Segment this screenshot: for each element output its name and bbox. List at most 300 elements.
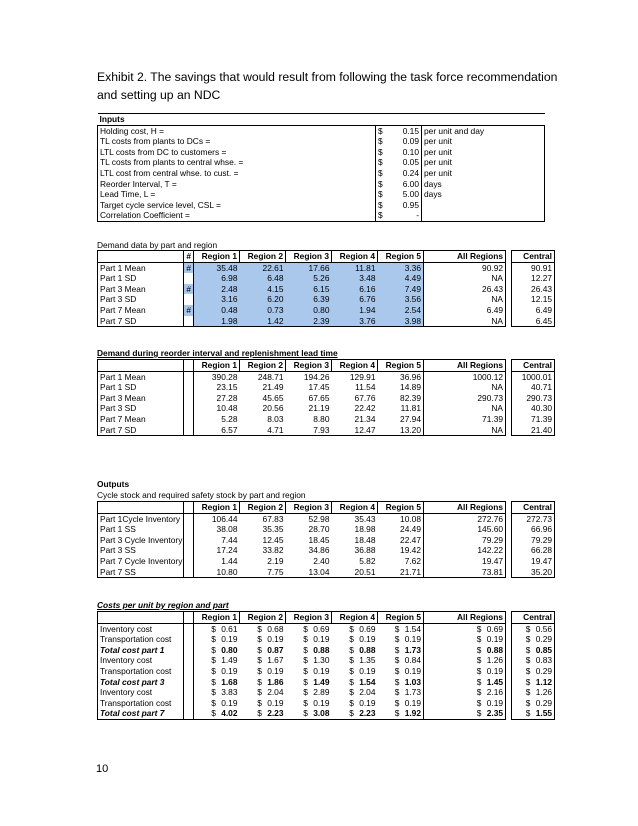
demand-region-4-value: 3.76 xyxy=(332,316,378,327)
input-unit: per unit xyxy=(422,157,545,168)
demand-region-3-value: 0.80 xyxy=(286,305,332,316)
dollar-sign: $ xyxy=(394,676,400,687)
demand-row-label: Part 7 Mean xyxy=(98,305,184,316)
costs-region-1-value xyxy=(194,645,240,656)
cost-number: 0.19 xyxy=(486,634,504,645)
demand-header-region-5: Region 5 xyxy=(378,251,424,263)
costs-row-label: Transportation cost xyxy=(98,666,184,677)
cost-number: 2.04 xyxy=(359,687,376,698)
dollar-sign: $ xyxy=(257,623,262,634)
outputs-all-regions-value: 142.22 xyxy=(424,545,506,556)
reorder-row xyxy=(98,371,555,382)
outputs-header-region-4: Region 4 xyxy=(332,502,378,514)
outputs-row-hash xyxy=(184,524,194,535)
reorder-row-label: Part 7 Mean xyxy=(98,414,184,425)
costs-region-2-value xyxy=(240,687,286,698)
input-row xyxy=(98,157,545,168)
costs-row-hash xyxy=(184,645,194,656)
costs-region-2-value xyxy=(240,708,286,719)
outputs-table xyxy=(97,501,555,578)
dollar-sign: $ xyxy=(394,697,400,708)
reorder-all-regions-value: 1000.12 xyxy=(424,371,506,382)
reorder-central-value: 21.40 xyxy=(512,425,555,436)
costs-region-4-value xyxy=(332,687,378,698)
reorder-region-2-value: 45.65 xyxy=(262,392,284,403)
costs-header-central: Central xyxy=(512,612,555,624)
reorder-header-hash xyxy=(184,360,194,372)
cost-number: 0.19 xyxy=(267,665,284,676)
demand-region-2-value: 4.15 xyxy=(240,284,286,295)
input-dollar: $ xyxy=(376,125,388,136)
outputs-central-value: 272.73 xyxy=(512,513,555,524)
reorder-table xyxy=(97,359,555,436)
demand-region-5-value: 2.54 xyxy=(378,305,424,316)
dollar-sign: $ xyxy=(257,697,262,708)
demand-region-1-value: 6.98 xyxy=(194,273,240,284)
reorder-header-region-3: Region 3 xyxy=(286,360,332,372)
cost-number: 1.54 xyxy=(359,676,376,687)
outputs-all-regions-value: 19.47 xyxy=(424,556,506,567)
costs-region-3-value xyxy=(286,623,332,634)
reorder-header-central: Central xyxy=(512,360,555,372)
costs-region-2-value xyxy=(240,623,286,634)
outputs-central-value: 79.29 xyxy=(512,535,555,546)
outputs-header-region-2: Region 2 xyxy=(240,502,286,514)
dollar-sign: $ xyxy=(476,665,482,676)
outputs-row-hash xyxy=(184,567,194,578)
outputs-central-value: 66.28 xyxy=(512,545,555,556)
demand-heading: Demand data by part and region xyxy=(97,240,218,250)
costs-region-2-value xyxy=(240,698,286,709)
reorder-central-value: 290.73 xyxy=(512,393,555,404)
dollar-sign: $ xyxy=(211,655,216,666)
outputs-region-5-value: 22.47 xyxy=(400,534,421,545)
reorder-row-hash xyxy=(184,425,194,436)
demand-row xyxy=(98,316,555,327)
cost-number: 0.19 xyxy=(221,665,238,676)
reorder-row-label: Part 7 SD xyxy=(98,425,184,436)
costs-heading: Costs per unit by region and part xyxy=(97,600,229,610)
outputs-region-5-value: 10.08 xyxy=(400,513,421,524)
input-row xyxy=(98,210,545,221)
demand-central-value: 6.45 xyxy=(512,316,555,327)
input-row xyxy=(98,200,545,211)
cost-number: 0.19 xyxy=(267,634,284,645)
demand-region-3-value: 17.66 xyxy=(286,262,332,273)
demand-region-4-value: 3.48 xyxy=(332,273,378,284)
dollar-sign: $ xyxy=(525,708,531,719)
outputs-heading: Outputs xyxy=(97,479,130,489)
input-unit: per unit xyxy=(422,147,545,158)
dollar-sign: $ xyxy=(476,655,482,666)
demand-region-2-value: 6.48 xyxy=(240,273,286,284)
outputs-region-2-value: 35.35 xyxy=(262,524,284,535)
input-row xyxy=(98,179,545,190)
reorder-region-3-value: 7.93 xyxy=(286,425,332,436)
costs-region-3-value xyxy=(286,698,332,709)
demand-row-label: Part 1 Mean xyxy=(98,262,184,273)
outputs-row-label: Part 1Cycle Inventory xyxy=(98,513,184,524)
cost-number: 1.49 xyxy=(221,655,238,666)
reorder-region-4-value: 11.54 xyxy=(355,382,376,393)
costs-row xyxy=(98,666,555,677)
costs-row-hash xyxy=(184,687,194,698)
reorder-all-regions-value: NA xyxy=(424,403,506,414)
outputs-central-value: 19.47 xyxy=(512,556,555,567)
demand-region-4-value: 1.94 xyxy=(332,305,378,316)
costs-region-5-value xyxy=(378,634,424,645)
costs-central-value xyxy=(512,677,555,688)
reorder-region-1-value: 6.57 xyxy=(194,425,240,436)
outputs-all-regions-value: 145.60 xyxy=(424,524,506,535)
costs-region-2-value xyxy=(240,645,286,656)
demand-all-regions-value: NA xyxy=(424,294,506,305)
input-dollar: $ xyxy=(376,210,388,221)
outputs-header-hash xyxy=(184,502,194,514)
demand-header-region-1: Region 1 xyxy=(194,251,240,263)
outputs-subheading: Cycle stock and required safety stock by part and region xyxy=(97,490,306,500)
cost-number: 1.49 xyxy=(313,676,330,687)
demand-table xyxy=(97,250,555,327)
costs-header-region-5: Region 5 xyxy=(378,612,424,624)
costs-region-2-value xyxy=(240,634,286,645)
dollar-sign: $ xyxy=(349,655,354,666)
outputs-header-region-1: Region 1 xyxy=(194,502,240,514)
input-unit: per unit and day xyxy=(422,125,545,136)
outputs-row-label: Part 7 Cycle Inventory xyxy=(98,556,184,567)
reorder-central-value: 1000.01 xyxy=(512,371,555,382)
reorder-row-hash xyxy=(184,382,194,393)
input-dollar: $ xyxy=(376,147,388,158)
reorder-region-4-value: 22.42 xyxy=(354,403,376,414)
cost-number: 1.92 xyxy=(404,708,421,719)
cost-number: 0.19 xyxy=(221,697,238,708)
dollar-sign: $ xyxy=(349,644,354,655)
cost-number: 0.83 xyxy=(535,655,553,666)
outputs-all-regions-value: 73.81 xyxy=(424,567,506,578)
reorder-heading: Demand during reorder interval and replenishment lead time xyxy=(97,348,338,358)
demand-row-hash xyxy=(184,294,194,305)
demand-header-region-4: Region 4 xyxy=(332,251,378,263)
outputs-region-4-value: 36.88 xyxy=(354,545,376,556)
dollar-sign: $ xyxy=(211,665,216,676)
cost-number: 3.08 xyxy=(313,708,330,719)
demand-region-5-value: 7.49 xyxy=(378,284,424,295)
dollar-sign: $ xyxy=(211,708,216,719)
costs-row-hash xyxy=(184,623,194,634)
costs-central-value xyxy=(512,687,555,698)
costs-all-regions-value xyxy=(424,708,506,719)
dollar-sign: $ xyxy=(211,623,216,634)
dollar-sign: $ xyxy=(211,687,216,698)
demand-header-central: Central xyxy=(512,251,555,263)
outputs-region-2-value: 7.75 xyxy=(240,567,286,578)
cost-number: 0.19 xyxy=(359,665,376,676)
costs-row-label: Transportation cost xyxy=(98,634,184,645)
costs-row-hash xyxy=(184,698,194,709)
demand-all-regions-value: 6.49 xyxy=(424,305,506,316)
cost-number: 0.56 xyxy=(535,623,553,634)
demand-region-1-value: 35.48 xyxy=(194,262,240,273)
cost-number: 0.19 xyxy=(486,697,504,708)
cost-number: 0.68 xyxy=(267,623,284,634)
demand-header-blank xyxy=(98,251,184,263)
dollar-sign: $ xyxy=(476,676,482,687)
dollar-sign: $ xyxy=(303,655,308,666)
costs-row-label: Transportation cost xyxy=(98,698,184,709)
costs-row xyxy=(98,687,555,698)
outputs-row xyxy=(98,556,555,567)
dollar-sign: $ xyxy=(394,687,400,698)
costs-row-hash xyxy=(184,708,194,719)
reorder-region-5-value: 36.96 xyxy=(400,371,421,382)
dollar-sign: $ xyxy=(476,623,482,634)
dollar-sign: $ xyxy=(394,655,400,666)
reorder-region-5-value: 13.20 xyxy=(378,425,424,436)
outputs-header-central: Central xyxy=(512,502,555,514)
costs-region-2-value xyxy=(240,677,286,688)
costs-row-label: Total cost part 3 xyxy=(98,677,184,688)
dollar-sign: $ xyxy=(303,697,308,708)
reorder-region-3-value: 21.19 xyxy=(308,403,330,414)
input-label: TL costs from plants to DCs = xyxy=(98,136,376,147)
outputs-region-3-value: 28.70 xyxy=(308,524,330,535)
outputs-region-1-value: 10.80 xyxy=(194,567,240,578)
input-row xyxy=(98,147,545,158)
outputs-region-3-value: 13.04 xyxy=(286,567,332,578)
dollar-sign: $ xyxy=(211,644,216,655)
costs-region-4-value xyxy=(332,634,378,645)
cost-number: 0.69 xyxy=(486,623,504,634)
reorder-region-1-value: 390.28 xyxy=(211,371,238,382)
outputs-row-hash xyxy=(184,556,194,567)
dollar-sign: $ xyxy=(257,676,262,687)
input-row xyxy=(98,125,545,136)
costs-row xyxy=(98,634,555,645)
costs-region-1-value xyxy=(194,687,240,698)
outputs-header-row xyxy=(98,502,555,514)
demand-region-4-value: 11.81 xyxy=(332,262,378,273)
dollar-sign: $ xyxy=(394,665,400,676)
costs-row xyxy=(98,655,555,666)
demand-all-regions-value: NA xyxy=(424,316,506,327)
outputs-central-value: 66.96 xyxy=(512,524,555,535)
reorder-region-2-value: 21.49 xyxy=(262,382,284,393)
costs-row xyxy=(98,698,555,709)
demand-region-1-value: 0.48 xyxy=(194,305,240,316)
costs-row-label: Inventory cost xyxy=(98,623,184,634)
reorder-region-5-value: 11.81 xyxy=(400,403,421,414)
outputs-region-4-value: 18.48 xyxy=(354,534,376,545)
demand-central-value: 12.27 xyxy=(512,273,555,284)
dollar-sign: $ xyxy=(349,676,354,687)
costs-header-hash xyxy=(184,612,194,624)
costs-central-value xyxy=(512,623,555,634)
dollar-sign: $ xyxy=(303,687,308,698)
input-dollar: $ xyxy=(376,179,388,190)
cost-number: 3.83 xyxy=(221,687,238,698)
cost-number: 1.03 xyxy=(404,676,421,687)
demand-region-3-value: 6.39 xyxy=(286,294,332,305)
cost-number: 0.19 xyxy=(313,634,330,645)
dollar-sign: $ xyxy=(211,697,216,708)
outputs-region-1-value: 1.44 xyxy=(221,555,238,566)
outputs-header-region-5: Region 5 xyxy=(378,502,424,514)
costs-region-4-value xyxy=(332,698,378,709)
demand-central-value: 26.43 xyxy=(512,284,555,295)
reorder-region-1-value: 5.28 xyxy=(221,413,238,424)
input-label: Holding cost, H = xyxy=(98,125,376,136)
input-label: Correlation Coefficient = xyxy=(98,210,376,221)
demand-all-regions-value: 26.43 xyxy=(424,284,506,295)
cost-number: 0.19 xyxy=(486,665,504,676)
demand-row-label: Part 3 SD xyxy=(98,294,184,305)
cost-number: 0.85 xyxy=(535,644,553,655)
reorder-region-4-value: 129.91 xyxy=(349,371,376,382)
input-dollar: $ xyxy=(376,157,388,168)
outputs-region-3-value: 18.45 xyxy=(308,534,330,545)
reorder-region-2-value: 248.71 xyxy=(257,371,284,382)
dollar-sign: $ xyxy=(525,676,531,687)
dollar-sign: $ xyxy=(303,665,308,676)
title-line-2: and setting up an NDC xyxy=(97,88,221,102)
demand-row-hash: # xyxy=(184,284,194,295)
demand-region-5-value: 3.56 xyxy=(378,294,424,305)
dollar-sign: $ xyxy=(211,676,216,687)
demand-region-2-value: 22.61 xyxy=(240,262,286,273)
dollar-sign: $ xyxy=(257,655,262,666)
costs-region-5-value xyxy=(378,623,424,634)
dollar-sign: $ xyxy=(476,687,482,698)
input-row xyxy=(98,189,545,200)
outputs-region-3-value: 34.86 xyxy=(308,545,330,556)
reorder-all-regions-value: NA xyxy=(424,425,506,436)
input-label: TL costs from plants to central whse. = xyxy=(98,157,376,168)
outputs-row xyxy=(98,545,555,556)
dollar-sign: $ xyxy=(476,644,482,655)
cost-number: 1.67 xyxy=(267,655,284,666)
input-dollar: $ xyxy=(376,189,388,200)
outputs-region-1-value: 17.24 xyxy=(216,545,238,556)
dollar-sign: $ xyxy=(303,708,308,719)
input-label: Target cycle service level, CSL = xyxy=(98,200,376,211)
cost-number: 1.86 xyxy=(267,676,284,687)
cost-number: 1.73 xyxy=(404,644,421,655)
input-dollar: $ xyxy=(376,200,388,211)
outputs-region-2-value: 67.83 xyxy=(262,513,284,524)
cost-number: 1.73 xyxy=(404,687,421,698)
cost-number: 0.19 xyxy=(313,697,330,708)
costs-all-regions-value xyxy=(424,645,506,656)
input-value: 0.95 xyxy=(388,200,422,211)
costs-region-5-value xyxy=(378,687,424,698)
demand-row xyxy=(98,305,555,316)
reorder-header-region-5: Region 5 xyxy=(378,360,424,372)
demand-region-5-value: 4.49 xyxy=(378,273,424,284)
demand-row-label: Part 7 SD xyxy=(98,316,184,327)
input-value: 0.15 xyxy=(388,125,422,136)
costs-row xyxy=(98,623,555,634)
cost-number: 1.26 xyxy=(535,687,553,698)
reorder-all-regions-value: 290.73 xyxy=(424,393,506,404)
demand-header-all-regions: All Regions xyxy=(424,251,506,263)
costs-region-1-value xyxy=(194,708,240,719)
cost-number: 0.69 xyxy=(359,623,376,634)
costs-region-1-value xyxy=(194,666,240,677)
outputs-row-hash xyxy=(184,545,194,556)
costs-region-4-value xyxy=(332,655,378,666)
costs-row-label: Total cost part 7 xyxy=(98,708,184,719)
outputs-row xyxy=(98,524,555,535)
reorder-region-1-value: 23.15 xyxy=(216,382,238,393)
demand-central-value: 12.15 xyxy=(512,294,555,305)
reorder-region-3-value: 8.80 xyxy=(313,413,330,424)
reorder-row-label: Part 3 SD xyxy=(98,403,184,414)
cost-number: 1.26 xyxy=(486,655,504,666)
outputs-header-region-3: Region 3 xyxy=(286,502,332,514)
cost-number: 0.19 xyxy=(359,697,376,708)
demand-row-label: Part 3 Mean xyxy=(98,284,184,295)
costs-region-5-value xyxy=(378,645,424,656)
outputs-region-4-value: 35.43 xyxy=(354,513,376,524)
dollar-sign: $ xyxy=(476,634,482,645)
costs-central-value xyxy=(512,708,555,719)
cost-number: 1.35 xyxy=(359,655,376,666)
input-value: 6.00 xyxy=(388,179,422,190)
demand-all-regions-value: NA xyxy=(424,273,506,284)
dollar-sign: $ xyxy=(303,644,308,655)
costs-region-3-value xyxy=(286,687,332,698)
costs-row-hash xyxy=(184,666,194,677)
reorder-header-row xyxy=(98,360,555,372)
costs-region-3-value xyxy=(286,655,332,666)
reorder-region-2-value: 8.03 xyxy=(267,413,284,424)
dollar-sign: $ xyxy=(525,655,531,666)
outputs-region-2-value: 33.82 xyxy=(262,545,284,556)
costs-central-value xyxy=(512,655,555,666)
page-number: 10 xyxy=(96,763,109,775)
demand-row xyxy=(98,273,555,284)
reorder-region-1-value: 27.28 xyxy=(216,392,238,403)
costs-region-4-value xyxy=(332,708,378,719)
reorder-region-3-value: 67.65 xyxy=(308,392,330,403)
reorder-central-value: 40.71 xyxy=(512,382,555,393)
reorder-row xyxy=(98,382,555,393)
demand-region-2-value: 0.73 xyxy=(240,305,286,316)
costs-row-label: Inventory cost xyxy=(98,655,184,666)
costs-region-4-value xyxy=(332,666,378,677)
input-unit: days xyxy=(422,189,545,200)
cost-number: 2.23 xyxy=(359,708,376,719)
outputs-header-blank xyxy=(98,502,184,514)
cost-number: 0.19 xyxy=(404,634,421,645)
costs-all-regions-value xyxy=(424,623,506,634)
costs-region-1-value xyxy=(194,655,240,666)
outputs-region-5-value: 24.49 xyxy=(400,524,421,535)
outputs-region-2-value: 2.19 xyxy=(267,555,284,566)
outputs-region-4-value: 20.51 xyxy=(332,567,378,578)
input-row xyxy=(98,168,545,179)
reorder-row xyxy=(98,403,555,414)
costs-region-3-value xyxy=(286,645,332,656)
dollar-sign: $ xyxy=(303,623,308,634)
dollar-sign: $ xyxy=(303,676,308,687)
costs-region-1-value xyxy=(194,634,240,645)
dollar-sign: $ xyxy=(476,708,482,719)
costs-all-regions-value xyxy=(424,677,506,688)
reorder-header-blank xyxy=(98,360,184,372)
input-value: 0.05 xyxy=(388,157,422,168)
